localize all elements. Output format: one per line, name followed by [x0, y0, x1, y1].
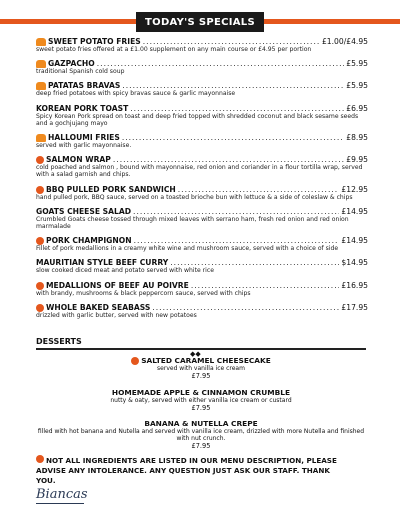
special-item-price: £17.95: [341, 302, 368, 312]
gluten-free-icon: [36, 455, 44, 463]
special-item-name: PATATAS BRAVAS: [48, 81, 121, 91]
vegan-icon: [36, 82, 46, 90]
special-item-price: £5.95: [346, 81, 368, 91]
dot-leader: [133, 207, 339, 216]
page-title: TODAY'S SPECIALS: [136, 12, 264, 32]
special-item-price: £16.95: [341, 280, 368, 290]
special-item-header: [36, 258, 368, 267]
special-item-header: [36, 303, 368, 312]
special-item-header: [36, 207, 368, 216]
special-item-name: GAZPACHO: [48, 59, 95, 69]
dot-leader: [113, 155, 344, 164]
special-item-header: [36, 155, 368, 164]
dessert-price: £7.95: [191, 404, 211, 412]
allergy-notice: [36, 455, 346, 486]
dessert-price: £7.95: [191, 372, 211, 380]
special-item-name: PORK CHAMPIGNON: [46, 236, 132, 246]
special-item: [36, 59, 368, 75]
specials-banner: [0, 12, 400, 32]
special-item-description: sweet potato fries offered at a £1.00 supplement on any main course or £4.95 per portion: [36, 46, 312, 53]
dot-leader: [122, 133, 344, 142]
vegan-icon: [36, 38, 46, 46]
special-item-price: £6.95: [346, 103, 368, 113]
special-item-description: Spicy Korean Pork spread on toast and deep fried topped with shredded coconut and black sesame seeds and a gochjujang mayo: [36, 112, 359, 127]
desserts-divider: [36, 348, 366, 350]
special-item: [36, 37, 368, 53]
dessert-description: served with vanilla ice cream: [157, 365, 245, 372]
dessert-description: nutty & oaty, served with either vanilla ice cream or custard: [110, 397, 292, 404]
special-item: [36, 104, 368, 127]
dot-leader: [191, 281, 340, 290]
special-item-header: [36, 59, 368, 68]
special-item-description: with brandy, mushrooms & black peppercorn sauce, served with chips: [36, 289, 251, 297]
special-item-description: traditional Spanish cold soup: [36, 68, 125, 76]
special-item-description: slow cooked diced meat and potato served with white rice: [36, 267, 214, 275]
dessert-item: [36, 388, 366, 412]
dessert-name: BANANA & NUTELLA CREPE: [144, 419, 258, 428]
special-item-header: [36, 81, 368, 90]
special-item-price: £1.00/£4.95: [321, 37, 368, 46]
special-item-header: [36, 104, 368, 113]
special-item-price: £14.95: [341, 236, 368, 246]
allergy-notice-text: NOT ALL INGREDIENTS ARE LISTED IN OUR MENU DESCRIPTION, PLEASE ADVISE ANY INTOLERANCE. ANY QUESTION JUST ASK OUR STAFF. THANK YOU.: [36, 456, 337, 485]
desserts-title: DESSERTS: [36, 337, 82, 346]
dessert-name: HOMEMADE APPLE & CINNAMON CRUMBLE: [111, 388, 291, 397]
special-item: [36, 207, 368, 230]
special-item-description: Fillet of pork medallions in a creamy white wine and mushroom sauce, served with a choice of side: [36, 245, 339, 253]
special-item-price: £14.95: [341, 206, 368, 216]
special-item-description: cold poached and salmon , bound with mayonnaise, red onion and coriander in a flour tortilla wrap, served with a salad garnish and chips.: [36, 164, 363, 179]
dot-leader: [178, 185, 340, 194]
gluten-free-vegan-icon: [36, 304, 44, 312]
special-item-header: [36, 133, 368, 142]
special-item: [36, 281, 368, 297]
special-item-description: deep fried potatoes with spicy bravas sauce & garlic mayonnaise: [36, 90, 236, 98]
gluten-free-icon: [131, 357, 139, 365]
special-item-price: £9.95: [346, 155, 368, 165]
special-item-price: $14.95: [341, 258, 368, 268]
special-item-price: £12.95: [341, 184, 368, 194]
special-item-name: WHOLE BAKED SEABASS: [46, 302, 151, 312]
dot-leader: [134, 236, 340, 245]
dot-leader: [97, 59, 345, 68]
gluten-free-icon: [36, 282, 44, 290]
special-item: [36, 81, 368, 97]
logo: Biancas: [36, 487, 88, 502]
special-item-header: [36, 185, 368, 194]
dot-leader: [152, 303, 339, 312]
special-item-header: [36, 236, 368, 245]
special-item: [36, 155, 368, 178]
special-item-description: drizzled with garlic butter, served with new potatoes: [36, 311, 197, 319]
logo-underline: [36, 503, 84, 504]
special-item: [36, 303, 368, 319]
special-item-name: SALMON WRAP: [46, 155, 111, 165]
dot-leader: [122, 81, 344, 90]
special-item-name: BBQ PULLED PORK SANDWICH: [46, 184, 176, 194]
special-item-name: HALLOUMI FRIES: [48, 133, 120, 143]
dot-leader: [143, 37, 320, 46]
special-item-name: MAURITIAN STYLE BEEF CURRY: [36, 258, 169, 268]
gluten-free-icon: [36, 156, 44, 164]
dot-leader: [170, 258, 339, 267]
dessert-name: SALTED CARAMEL CHEESECAKE: [141, 356, 271, 365]
specials-list: [36, 37, 368, 325]
special-item-description: hand pulled pork, BBQ sauce, served on a toasted brioche bun with lettuce & a side of coleslaw & chips: [36, 193, 353, 201]
vegan-icon: [36, 60, 46, 68]
dessert-item: [36, 356, 366, 380]
special-item-description: Crumbled Goats cheese tossed through mixed leaves with serrano ham, fresh red onion and red onion marmalade: [36, 215, 349, 231]
gluten-free-icon: [36, 186, 44, 194]
special-item-header: [36, 281, 368, 290]
special-item: [36, 236, 368, 252]
special-item-name: MEDALLIONS OF BEEF AU POIVRE: [46, 280, 189, 290]
dessert-item: [36, 419, 366, 450]
special-item-name: KOREAN PORK TOAST: [36, 103, 129, 113]
special-item: [36, 133, 368, 149]
ornament-icon: ◆◆: [190, 350, 201, 358]
special-item-description: served with garlic mayonnaise.: [36, 142, 132, 150]
dessert-price: £7.95: [191, 442, 211, 450]
special-item-name: GOATS CHEESE SALAD: [36, 206, 132, 216]
gluten-free-icon: [36, 237, 44, 245]
dessert-description: filled with hot banana and Nutella and served with vanilla ice cream, drizzled with more Nutella and finished with nut crunch.: [37, 428, 365, 442]
dot-leader: [130, 104, 344, 113]
special-item-price: £8.95: [346, 133, 368, 143]
special-item-price: £5.95: [346, 59, 368, 69]
vegan-icon: [36, 134, 46, 142]
special-item: [36, 258, 368, 274]
special-item-header: [36, 37, 368, 46]
special-item-name: SWEET POTATO FRIES: [48, 37, 141, 46]
special-item: [36, 185, 368, 201]
